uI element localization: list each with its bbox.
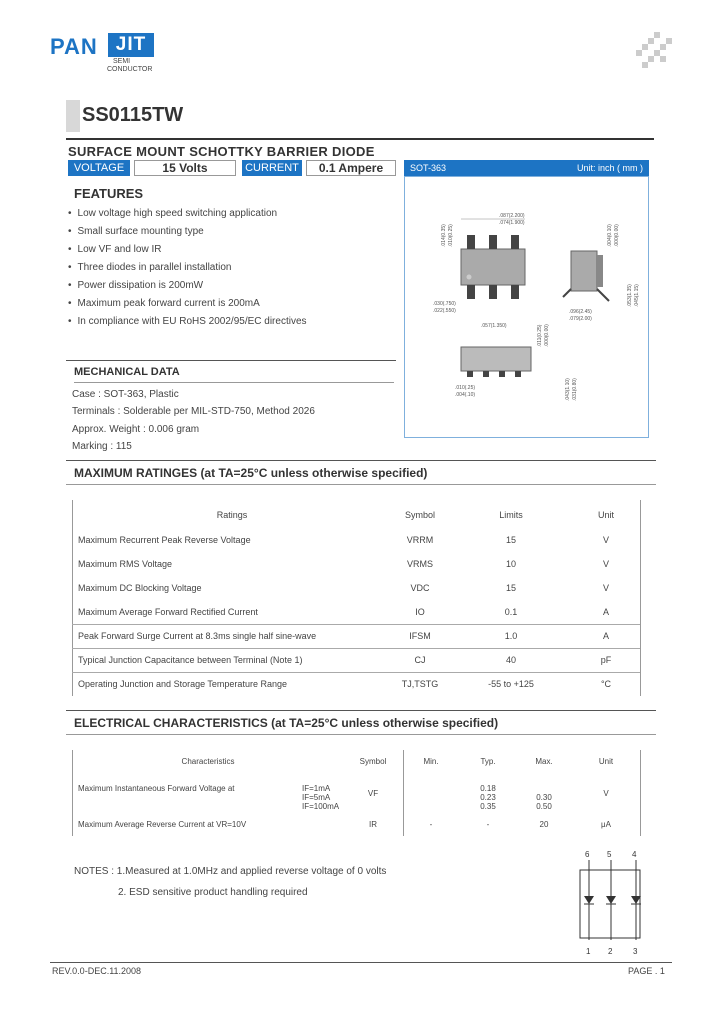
table-cell: pF (600, 655, 612, 665)
front-lead-1 (467, 371, 473, 377)
table-cell: 40 (505, 655, 517, 665)
package-drawing (404, 176, 649, 438)
diode-2-icon (606, 896, 616, 904)
dim-lh2: .004(.10) (455, 392, 476, 398)
table-cell: TJ,TSTG (401, 679, 439, 689)
dim-h1: .053(1.35) (627, 284, 633, 307)
dim-lh1: .010(.25) (455, 385, 476, 391)
table-cell: 0.1 (504, 607, 518, 617)
table-cell: IO (415, 607, 425, 617)
brand-logo-jit: JIT (108, 33, 154, 57)
bottom-lead-1 (467, 285, 475, 299)
mechanical-item: Marking : 115 (72, 441, 132, 452)
electrical-underline (66, 734, 656, 735)
table-cell: VRRM (406, 535, 434, 545)
package-outline-svg (405, 177, 648, 437)
table-cell: 15 (505, 583, 517, 593)
dim-pitch1: .030(.750) (433, 301, 456, 307)
bottom-lead-3 (511, 285, 519, 299)
pin-label-bottom: 1 (586, 947, 591, 956)
logo-sub-line-2: CONDUCTOR (107, 66, 153, 73)
dim-len2: .031(0.80) (572, 378, 578, 401)
table-cell: Typical Junction Capacitance between Terminal (Note 1) (78, 655, 303, 665)
part-number: SS0115TW (82, 104, 184, 126)
table-cell: V (603, 789, 609, 798)
page-number: PAGE . 1 (628, 966, 665, 976)
feature-item: • Power dissipation is 200mW (68, 280, 203, 291)
table-cell: 0.30 (536, 793, 552, 802)
bottom-lead-2 (489, 285, 497, 299)
side-view-lead (597, 255, 603, 287)
voltage-value: 15 Volts (134, 160, 236, 176)
dim-lead2: .010(0.25) (448, 224, 454, 247)
table-cell: 20 (539, 820, 549, 829)
package-name: SOT-363 (410, 163, 447, 173)
max-ratings-divider (66, 460, 656, 461)
dim-w1: .087(2.200) (499, 213, 525, 219)
table-cell: Operating Junction and Storage Temperature Range (78, 679, 287, 689)
brand-logo-pan: PAN (50, 34, 98, 59)
top-lead-2 (489, 235, 497, 249)
features-heading: FEATURES (74, 186, 144, 201)
table-cell: IF=5mA (302, 793, 331, 802)
package-unit: Unit: inch ( mm ) (576, 163, 643, 173)
table-cell: Maximum RMS Voltage (78, 559, 173, 569)
current-label: CURRENT (242, 160, 302, 176)
dim-th1: .096(2.45) (569, 309, 592, 315)
voltage-label: VOLTAGE (68, 160, 130, 176)
table-cell: A (602, 631, 610, 641)
mechanical-underline (74, 382, 394, 383)
table-cell: Maximum Instantaneous Forward Voltage at (78, 784, 235, 793)
mechanical-heading: MECHANICAL DATA (74, 366, 180, 378)
mechanical-item: Approx. Weight : 0.006 gram (72, 424, 200, 435)
table-cell: °C (600, 679, 612, 689)
table-cell: -55 to +125 (488, 679, 534, 689)
max-ratings-underline (66, 484, 656, 485)
table-cell: V (602, 559, 610, 569)
table-header: Typ. (480, 757, 496, 766)
pin-label-top: 6 (585, 850, 590, 859)
dim-lead1: .014(0.35) (441, 224, 447, 247)
table-cell: Maximum Recurrent Peak Reverse Voltage (78, 535, 251, 545)
table-cell: 0.23 (480, 793, 496, 802)
decorative-dots-icon (636, 32, 672, 68)
feature-item: • Maximum peak forward current is 200mA (68, 298, 260, 309)
table-cell: V (602, 535, 610, 545)
side-view-body (571, 251, 597, 291)
pinout-svg (570, 848, 654, 958)
title-divider (66, 138, 654, 140)
feature-item: • Low voltage high speed switching application (68, 208, 277, 219)
top-lead-3 (511, 235, 519, 249)
table-header: Characteristics (181, 757, 235, 766)
table-header: Unit (598, 757, 614, 766)
diode-1-icon (584, 896, 594, 904)
revision-text: REV.0.0-DEC.11.2008 (52, 966, 142, 976)
dim-bw: .057(1.350) (481, 323, 507, 329)
table-header: Max. (535, 757, 553, 766)
table-header: Limits (499, 510, 523, 520)
table-header: Symbol (359, 757, 387, 766)
table-cell: Maximum DC Blocking Voltage (78, 583, 202, 593)
table-cell: IR (369, 820, 377, 829)
dim-side1: .004(0.10) (607, 224, 613, 247)
table-cell: CJ (414, 655, 426, 665)
table-cell: IF=1mA (302, 784, 331, 793)
feature-item: • Small surface mounting type (68, 226, 204, 237)
feature-item: • Three diodes in parallel installation (68, 262, 232, 273)
product-subtitle: SURFACE MOUNT SCHOTTKY BARRIER DIODE (68, 144, 375, 159)
table-cell: - (429, 820, 433, 829)
dim-th2: .079(2.00) (569, 316, 592, 322)
front-view-body (461, 347, 531, 371)
mechanical-item: Terminals : Solderable per MIL-STD-750, Method 2026 (72, 406, 315, 417)
table-cell: V (602, 583, 610, 593)
pin-label-bottom: 3 (633, 947, 638, 956)
table-cell: 10 (505, 559, 517, 569)
dim-side2: .000(0.00) (614, 224, 620, 247)
table-cell: 0.18 (480, 784, 496, 793)
electrical-divider (66, 710, 656, 711)
dim-w2: .074(1.900) (499, 220, 525, 226)
dim-t2: .000(0.00) (544, 324, 550, 347)
table-cell: Maximum Average Reverse Current at VR=10V (78, 820, 247, 829)
front-lead-3 (499, 371, 505, 377)
electrical-heading: ELECTRICAL CHARACTERISTICS (at TA=25°C unless otherwise specified) (74, 716, 499, 730)
dim-len1: .043(1.10) (565, 378, 571, 401)
table-header: Unit (597, 510, 615, 520)
footer-divider (50, 962, 672, 963)
note-line-1: NOTES : 1.Measured at 1.0MHz and applied reverse voltage of 0 volts (74, 866, 387, 877)
feature-item: • Low VF and low IR (68, 244, 161, 255)
package-header (404, 160, 649, 176)
table-cell: A (602, 607, 610, 617)
table-cell: VDC (410, 583, 430, 593)
table-cell: - (486, 820, 490, 829)
pin-label-top: 5 (607, 850, 612, 859)
part-number-accent (66, 100, 80, 132)
table-header: Ratings (216, 510, 248, 520)
dim-h2: .045(1.15) (634, 284, 640, 307)
current-value: 0.1 Ampere (306, 160, 396, 176)
table-cell: 15 (505, 535, 517, 545)
table-cell: IF=100mA (302, 802, 340, 811)
mechanical-item: Case : SOT-363, Plastic (72, 389, 179, 400)
table-cell: VF (367, 789, 379, 798)
top-view-body (461, 249, 525, 285)
pin-label-top: 4 (632, 850, 637, 859)
table-cell: 0.50 (536, 802, 552, 811)
table-cell: Peak Forward Surge Current at 8.3ms single half sine-wave (78, 631, 317, 641)
dim-pitch2: .022(.550) (433, 308, 456, 314)
feature-item: • In compliance with EU RoHS 2002/95/EC directives (68, 316, 307, 327)
brand-logo-subtitle (107, 58, 152, 74)
pin1-marker (467, 275, 472, 280)
front-lead-2 (483, 371, 489, 377)
note-line-2: 2. ESD sensitive product handling required (118, 887, 308, 898)
table-cell: IFSM (409, 631, 431, 641)
table-cell: 0.35 (480, 802, 496, 811)
top-lead-1 (467, 235, 475, 249)
pinout-diagram (570, 848, 654, 958)
pin-label-bottom: 2 (608, 947, 613, 956)
table-header: Symbol (404, 510, 436, 520)
table-cell: μA (601, 820, 611, 829)
mechanical-divider (66, 360, 396, 361)
table-cell: VRMS (406, 559, 434, 569)
max-ratings-heading: MAXIMUM RATINGES (at TA=25°C unless otherwise specified) (74, 466, 428, 480)
logo-sub-line-1: SEMI (113, 58, 131, 65)
table-header: Min. (423, 757, 439, 766)
front-lead-4 (515, 371, 521, 377)
table-cell: Maximum Average Forward Rectified Current (78, 607, 258, 617)
dim-t1: .011(0.25) (537, 324, 543, 347)
table-cell: 1.0 (504, 631, 518, 641)
